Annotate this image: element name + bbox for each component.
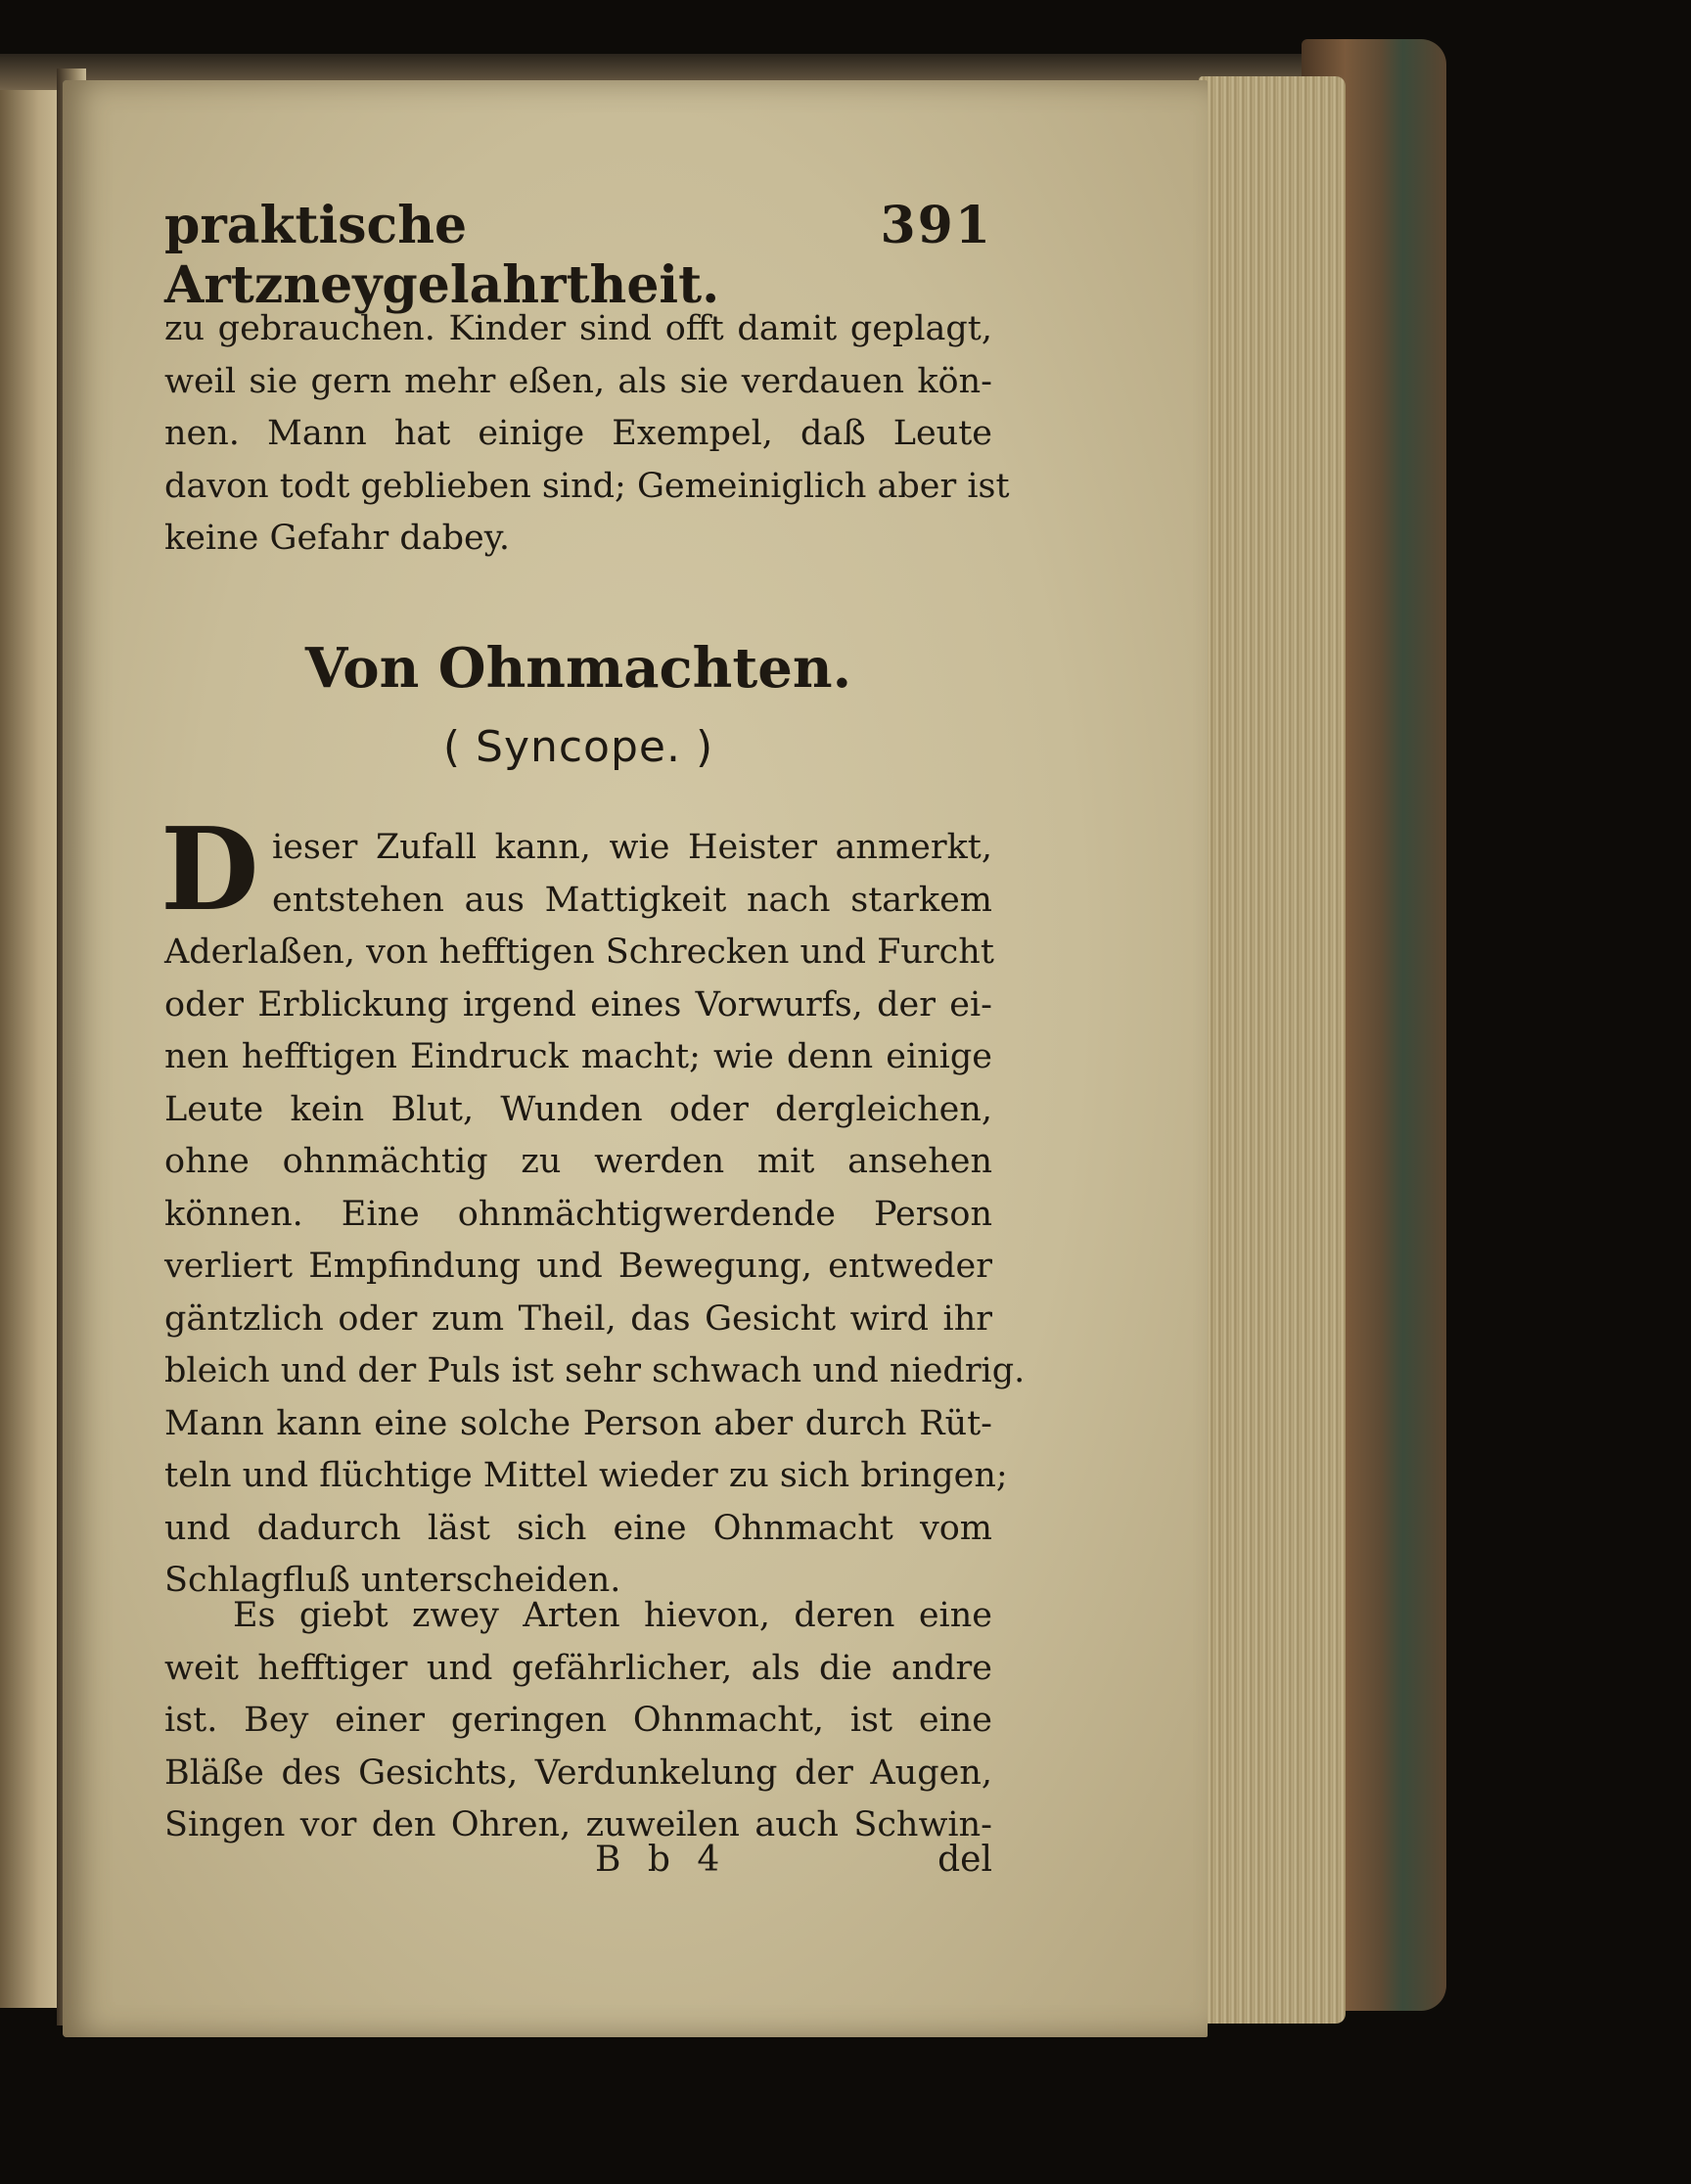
text-line: gäntzlich oder zum Theil, das Gesicht wird ihr: [164, 1298, 992, 1339]
text-line: verliert Empfindung und Bewegung, entweder: [164, 1247, 992, 1286]
text-line: ist. Bey einer geringen Ohnmacht, ist eine: [164, 1701, 992, 1740]
facing-page-edge: [0, 90, 65, 2008]
text-line: Bläße des Gesichts, Verdunkelung der Augen,: [164, 1752, 992, 1793]
text-line: oder Erblickung irgend eines Vorwurfs, der ei-: [164, 984, 992, 1024]
drop-cap: D: [160, 803, 259, 936]
text-line: weit hefftiger und gefährlicher, als die andre: [164, 1648, 992, 1688]
text-line: Leute kein Blut, Wunden oder dergleichen,: [164, 1089, 992, 1129]
running-title: praktische Artzneygelahrtheit.: [164, 196, 720, 315]
text-line: nen hefftigen Eindruck macht; wie denn einige: [164, 1037, 992, 1076]
paragraph-2: [160, 803, 1026, 1608]
text-line: und dadurch läst sich eine Ohnmacht vom: [164, 1508, 992, 1548]
text-line: zu gebrauchen. Kinder sind offt damit geplagt,: [164, 309, 992, 348]
catchword: del: [937, 1840, 992, 1880]
page-footer: [164, 1840, 992, 1898]
paragraph-3: [164, 1590, 992, 1852]
text-line: weil sie gern mehr eßen, als sie verdauen kön-: [164, 361, 992, 401]
text-line: können. Eine ohnmächtigwerdende Person: [164, 1194, 992, 1234]
section-heading: Von Ohnmachten.: [304, 636, 852, 701]
text-line: Es giebt zwey Arten hievon, deren eine: [233, 1596, 992, 1635]
running-header: [164, 196, 992, 315]
text-line: Schlagfluß unterscheiden.: [164, 1561, 621, 1600]
text-line: davon todt geblieben sind; Gemeiniglich aber ist: [164, 466, 1010, 506]
text-line: Singen vor den Ohren, zuweilen auch Schwin-: [164, 1805, 992, 1844]
paragraph-1: [164, 303, 1010, 566]
text-line: Mann kann eine solche Person aber durch Rüt-: [164, 1403, 992, 1443]
text-line: bleich und der Puls ist sehr schwach und niedrig.: [164, 1351, 1026, 1390]
text-line: teln und flüchtige Mittel wieder zu sich bringen;: [164, 1456, 1008, 1495]
text-line: entstehen aus Mattigkeit nach starkem: [272, 880, 992, 920]
text-line: Aderlaßen, von hefftigen Schrecken und Furcht: [164, 933, 994, 972]
page-stack-edge: [1199, 76, 1346, 2024]
text-line: nen. Mann hat einige Exempel, daß Leute: [164, 414, 992, 453]
signature-mark: B b 4: [595, 1840, 728, 1880]
text-line: keine Gefahr dabey.: [164, 519, 511, 558]
text-line: ohne ohnmächtig zu werden mit ansehen: [164, 1142, 992, 1181]
section-subheading: ( Syncope. ): [442, 722, 714, 772]
text-line: ieser Zufall kann, wie Heister anmerkt,: [272, 828, 992, 867]
page-number: 391: [880, 196, 992, 255]
